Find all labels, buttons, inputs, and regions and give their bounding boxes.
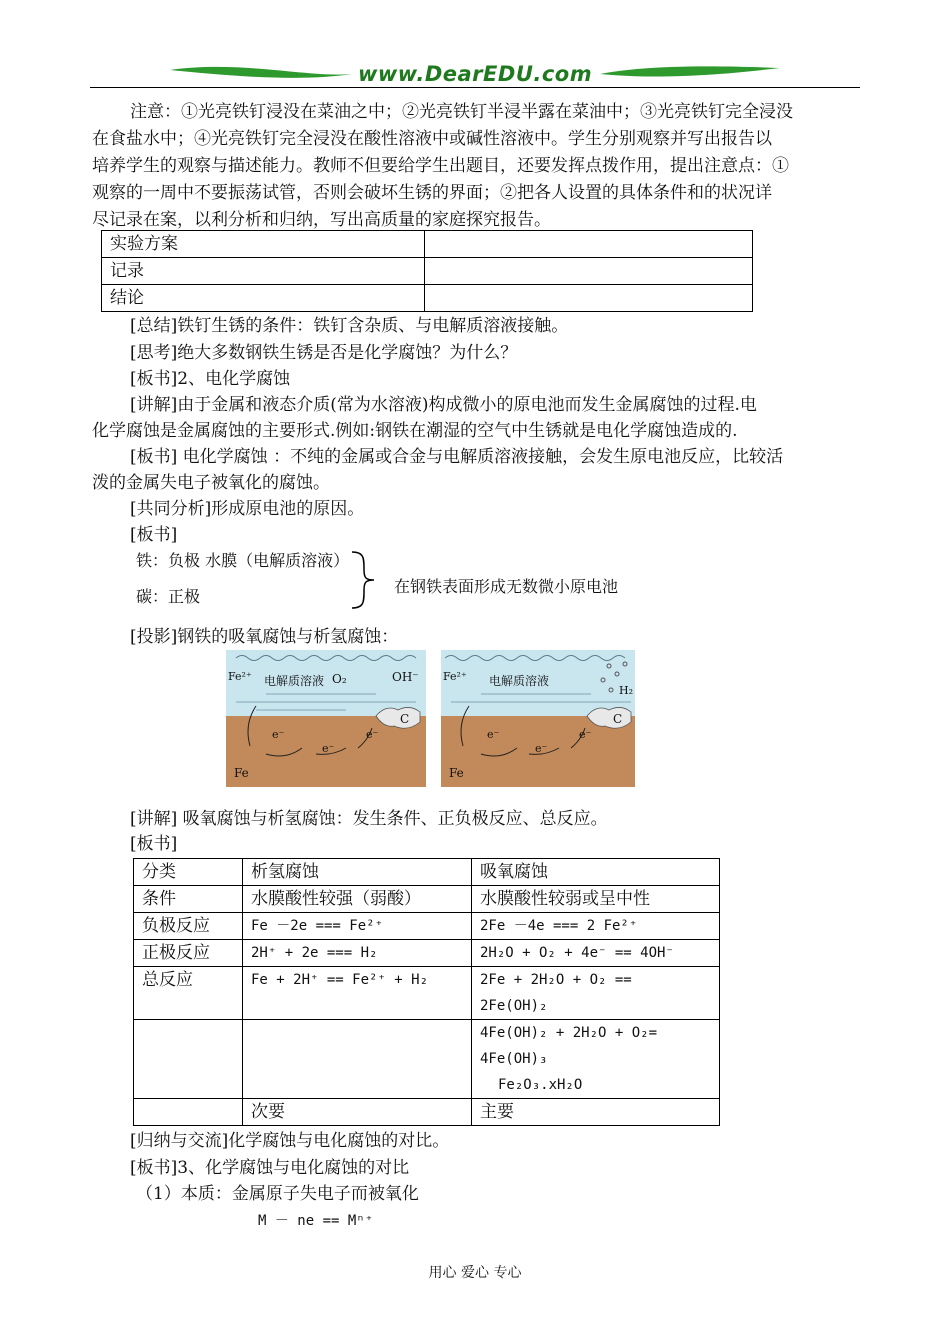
fe-ion-label: Fe²⁺ — [443, 670, 467, 683]
row-condition-o: 水膜酸性较弱或呈中性 — [472, 886, 720, 913]
row-pos-o: 2H₂O + O₂ + 4e⁻ == 4OH⁻ — [472, 940, 720, 967]
battery-scheme — [136, 548, 656, 610]
induce-line: [归纳与交流]化学腐蚀与电化腐蚀的对比。 — [130, 1131, 450, 1151]
row-extra-o-line3: Fe₂O₃.xH₂O — [498, 1077, 583, 1093]
row-total-label: 总反应 — [134, 967, 243, 1020]
electron-label: e⁻ — [535, 742, 548, 755]
scheme-iron: 铁：负极 水膜（电解质溶液） — [136, 551, 350, 570]
report-cell — [425, 231, 753, 258]
row-neg-label: 负极反应 — [134, 913, 243, 940]
board-label: [板书] — [130, 525, 178, 545]
row-pos-h: 2H⁺ + 2e === H₂ — [243, 940, 472, 967]
oh-label: OH⁻ — [392, 670, 419, 684]
electrolyte-label: 电解质溶液 — [489, 674, 550, 688]
oxygen-corrosion-diagram — [226, 650, 426, 787]
report-table — [101, 230, 753, 312]
th-oxygen: 吸氧腐蚀 — [472, 859, 720, 886]
h2-label: H₂ — [619, 684, 634, 697]
th-category: 分类 — [134, 859, 243, 886]
row-neg-o: 2Fe －4e === 2 Fe²⁺ — [472, 913, 720, 940]
report-row-plan: 实验方案 — [102, 231, 425, 258]
intro-line-2: 在食盐水中；④光亮铁钉完全浸没在酸性溶液中或碱性溶液中。学生分别观察并写出报告以 — [92, 129, 772, 149]
carbon-label: C — [613, 712, 623, 726]
board-ec-line-1: [板书] 电化学腐蚀 ：不纯的金属或合金与电解质溶液接触，会发生原电池反应，比较活 — [130, 447, 784, 467]
brace-icon — [348, 550, 378, 610]
electrolyte-label: 电解质溶液 — [264, 674, 325, 688]
row-last-h: 次要 — [243, 1099, 472, 1126]
o2-label: O₂ — [332, 672, 347, 686]
iron-label: Fe — [449, 766, 464, 780]
row-last-label — [134, 1099, 243, 1126]
page-header — [90, 56, 860, 92]
electron-label: e⁻ — [487, 728, 500, 741]
electron-label: e⁻ — [272, 728, 285, 741]
lecture-compare-line: [讲解] 吸氧腐蚀与析氢腐蚀：发生条件、正负极反应、总反应。 — [130, 809, 608, 829]
row-extra-o-line1: 4Fe(OH)₂ + 2H₂O + O₂= — [480, 1025, 658, 1041]
row-total-o-line1: 2Fe + 2H₂O + O₂ == — [480, 972, 632, 988]
report-row-record: 记录 — [102, 258, 425, 285]
corrosion-compare-table — [133, 858, 720, 1126]
intro-line-5: 尽记录在案，以利分析和归纳，写出高质量的家庭探究报告。 — [92, 210, 551, 230]
row-extra-o-line2: 4Fe(OH)₃ — [480, 1051, 548, 1067]
analysis-line: [共同分析]形成原电池的原因。 — [130, 499, 365, 519]
electron-label: e⁻ — [322, 742, 335, 755]
think-line: [思考]绝大多数钢铁生锈是否是化学腐蚀？为什么？ — [130, 343, 518, 363]
row-total-o-line2: 2Fe(OH)₂ — [480, 998, 548, 1014]
row-last-o: 主要 — [472, 1099, 720, 1126]
intro-line-1: 注意：①光亮铁钉浸没在菜油之中；②光亮铁钉半浸半露在菜油中；③光亮铁钉完全浸没 — [130, 102, 793, 122]
scheme-result: 在钢铁表面形成无数微小原电池 — [394, 577, 619, 596]
essence-line: （1）本质：金属原子失电子而被氧化 — [136, 1184, 419, 1204]
intro-line-3: 培养学生的观察与描述能力。教师不但要给学生出题目，还要发挥点拨作用，提出注意点：① — [92, 156, 789, 176]
electron-label: e⁻ — [366, 728, 379, 741]
board-line-2: [板书]2、电化学腐蚀 — [130, 369, 291, 389]
board-ec-line-2: 泼的金属失电子被氧化的腐蚀。 — [92, 473, 330, 493]
oxidation-formula: M － ne == Mⁿ⁺ — [258, 1213, 374, 1229]
board-line-3: [板书]3、化学腐蚀与电化腐蚀的对比 — [130, 1158, 410, 1178]
carbon-label: C — [400, 712, 410, 726]
report-cell — [425, 258, 753, 285]
site-logo-text: www.DearEDU.com — [358, 62, 593, 86]
hydrogen-corrosion-diagram — [441, 650, 635, 787]
row-neg-h: Fe －2e === Fe²⁺ — [243, 913, 472, 940]
lecture-line-1: [讲解]由于金属和液态介质(常为水溶液)构成微小的原电池而发生金属腐蚀的过程.电 — [130, 395, 757, 415]
summary-line: [总结]铁钉生锈的条件：铁钉含杂质、与电解质溶液接触。 — [130, 316, 569, 336]
iron-label: Fe — [234, 766, 249, 780]
lecture-line-2: 化学腐蚀是金属腐蚀的主要形式.例如:钢铁在潮湿的空气中生锈就是电化学腐蚀造成的. — [92, 421, 738, 441]
board-label-2: [板书] — [130, 834, 178, 854]
row-extra-h — [243, 1020, 472, 1099]
fe-ion-label: Fe²⁺ — [228, 670, 252, 683]
row-condition-h: 水膜酸性较强（弱酸） — [243, 886, 472, 913]
intro-line-4: 观察的一周中不要振荡试管，否则会破坏生锈的界面；②把各人设置的具体条件和的状况详 — [92, 183, 772, 203]
row-total-o — [472, 967, 720, 1020]
header-rule — [90, 87, 860, 88]
row-condition-label: 条件 — [134, 886, 243, 913]
report-row-conclusion: 结论 — [102, 285, 425, 312]
page-footer: 用心 爱心 专心 — [428, 1265, 522, 1281]
scheme-carbon: 碳：正极 — [136, 587, 201, 606]
projection-line: [投影]钢铁的吸氧腐蚀与析氢腐蚀： — [130, 627, 399, 647]
report-cell — [425, 285, 753, 312]
row-pos-label: 正极反应 — [134, 940, 243, 967]
row-extra-label — [134, 1020, 243, 1099]
row-extra-o — [472, 1020, 720, 1099]
th-hydrogen: 析氢腐蚀 — [243, 859, 472, 886]
electron-label: e⁻ — [579, 728, 592, 741]
row-total-h: Fe + 2H⁺ == Fe²⁺ + H₂ — [243, 967, 472, 1020]
